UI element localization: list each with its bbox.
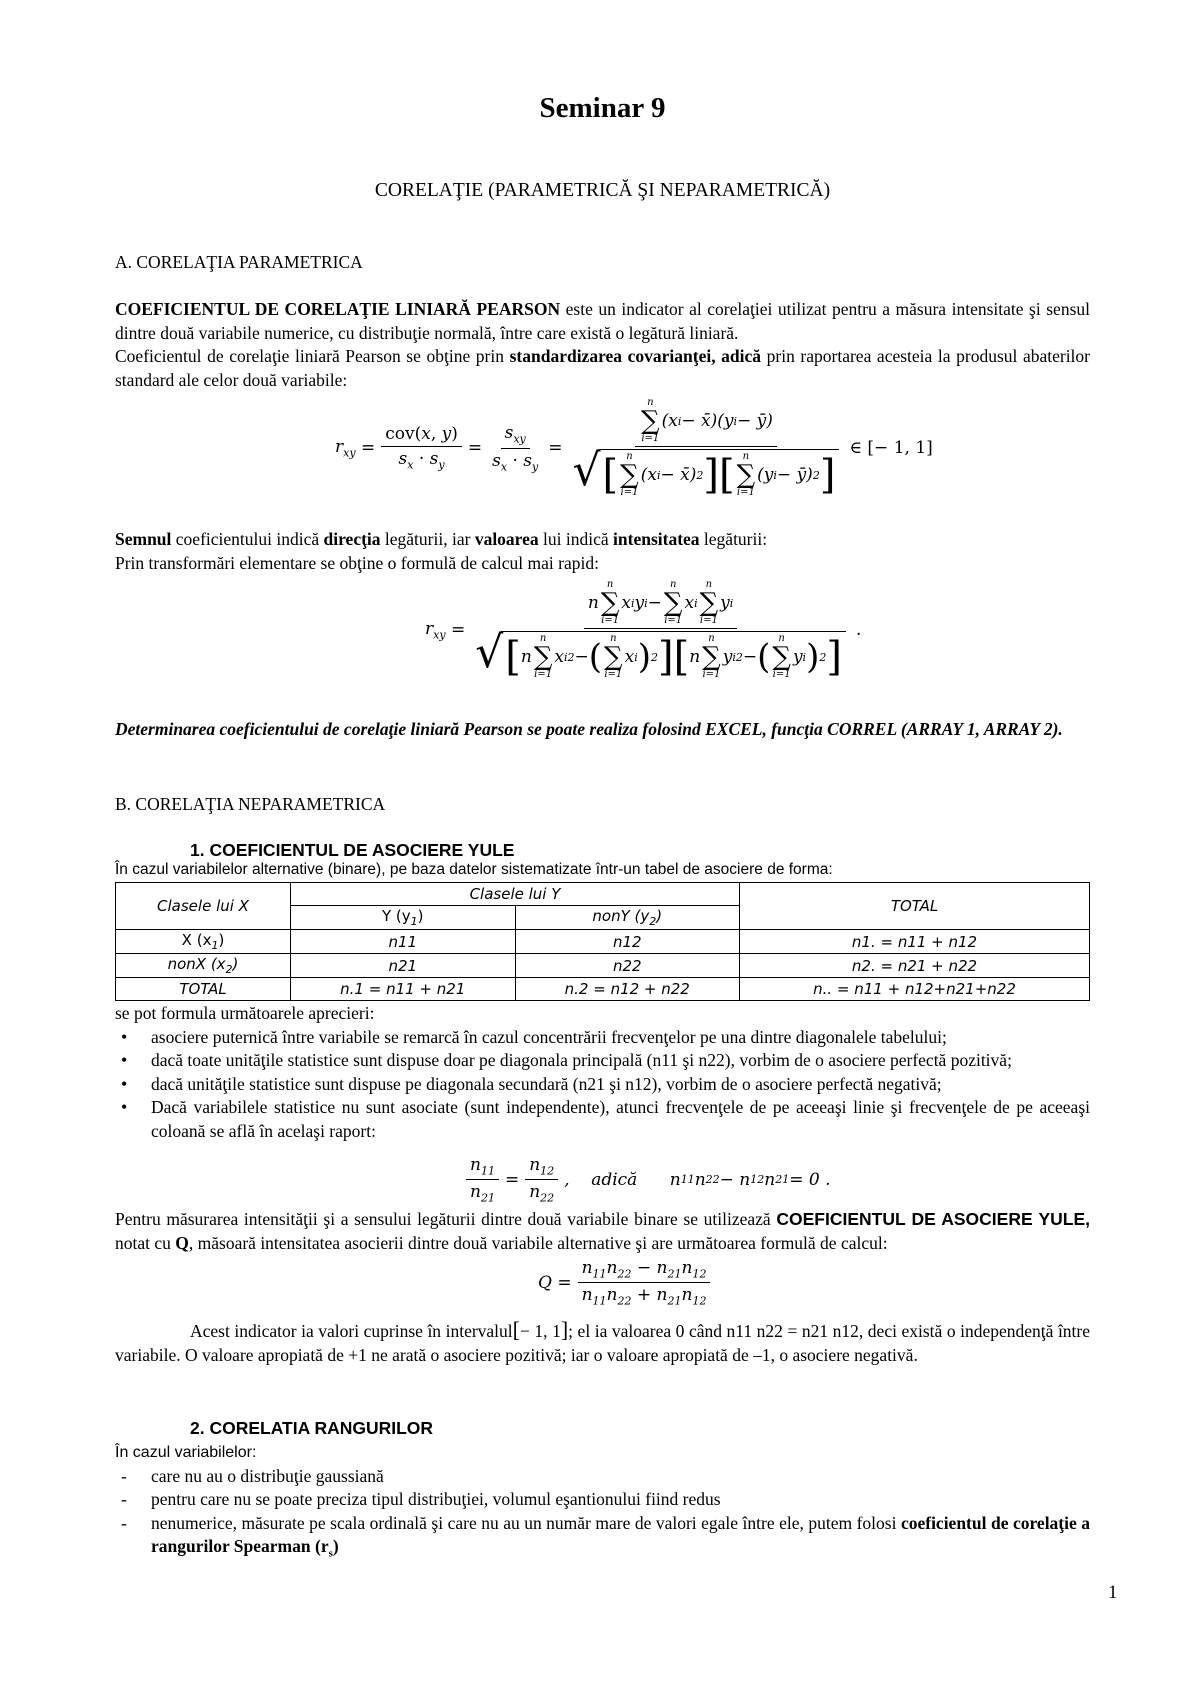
appreciation-list: [115, 1026, 1090, 1144]
page-number: 1: [1108, 1582, 1118, 1603]
yule-q-formula: Q = $\frac{n_{11}n_{22} - n_{21}n_{12}}{n_{11}n_{22} + n_{21}n_{12}}$: [538, 1258, 716, 1308]
transform-text: Prin transformări elementare se obţine o formulă de calcul mai rapid:: [115, 552, 599, 573]
rank-heading: 2. CORELATIA RANGURILOR: [190, 1418, 434, 1438]
cell-grand-total: n.. = n11 + n12+n21+n22: [740, 978, 1090, 1001]
sign-text-3: lui indică: [538, 529, 614, 549]
cov-fraction: $\frac{\text{cov(x, y)}}{s_x \cdot s_y}$: [381, 424, 462, 471]
list-item: - care nu au o distribuţie gaussiană: [151, 1465, 1090, 1489]
range-symbol: ∈ [− 1, 1]: [849, 438, 933, 458]
standardization-term: standardizarea covarianţei, adică: [509, 346, 762, 366]
yule-intro: În cazul variabilelor alternative (binare), pe baza datelor sistematizate într-un tabel de asociere de forma:: [115, 861, 833, 878]
header-y: Y $(y_1)$: [291, 906, 516, 930]
q-interval-text-1: Acest indicator ia valori cuprinse în intervalul: [190, 1321, 513, 1341]
cell-n21: n21: [291, 954, 516, 978]
rank-list: [115, 1465, 1090, 1567]
rank-section: [115, 1441, 1090, 1566]
section-b-heading: B. CORELAŢIA NEPARAMETRICA: [115, 794, 386, 814]
yule-heading: 1. COEFICIENTUL DE ASOCIERE YULE: [190, 840, 515, 860]
sign-text-2: legăturii, iar: [380, 529, 475, 549]
excel-note: Determinarea coeficientului de corelaţie liniară Pearson se poate realiza folosind EXCEL, funcţia CORREL (ARRAY 1, ARRAY 2).: [115, 719, 1063, 739]
header-total: TOTAL: [740, 883, 1090, 930]
header-class-x: Clasele lui X: [116, 883, 291, 930]
list-item: • dacă unităţile statistice sunt dispuse pe diagonala secundară (n21 şi n12), vorbim de o asociere perfectă negativă;: [151, 1073, 1090, 1097]
q-para-text-2: notat cu: [115, 1232, 176, 1253]
yule-q-paragraph: [115, 1208, 1090, 1255]
adica-word: adică: [591, 1169, 638, 1190]
sign-text-4: legăturii:: [699, 529, 768, 549]
ratio-formula: $\frac{n_{11}}{n_{21}}$ = $\frac{n_{12}}{n_{22}}$ , adică n 11 n 22 − n 12 n 21 = 0 .: [460, 1155, 830, 1205]
cell-col2-total: n.2 = n12 + n22: [515, 978, 740, 1001]
sign-value-paragraph: [115, 528, 1090, 575]
list-item: • Dacă variabilele statistice nu sunt asociate (sunt independente), atunci frecvenţele de pe aceeaşi linie şi frecvenţele de pe aceeaşi coloană se află în acelaşi raport:: [151, 1096, 1090, 1143]
direction-term: direcţia: [323, 529, 381, 549]
row-total-label: TOTAL: [116, 978, 291, 1001]
rank-intro: În cazul variabilelor:: [115, 1444, 257, 1461]
r-xy-symbol: $r_{xy}$: [335, 436, 356, 460]
q-para-text-3: , măsoară intensitatea asocierii dintre două variabile alternative şi are următoarea formulă de calcul:: [188, 1232, 888, 1253]
sign-text-1: coeficientului indică: [171, 529, 324, 549]
appreciations: [115, 1002, 1090, 1143]
section-a-heading: A. CORELAŢIA PARAMETRICA: [115, 252, 363, 272]
yule-term: COEFICIENTUL DE ASOCIERE YULE,: [776, 1209, 1091, 1229]
pearson-definition-text: este un indicator al corelaţiei utilizat pentru a măsura intensitate şi sensul dintre două variabile numerice, cu distribuţie normală, între care există o legătură liniară.: [115, 299, 1090, 343]
cell-n11: n11: [291, 930, 516, 954]
value-term: valoarea: [474, 529, 539, 549]
pearson-standardization-text: Coeficientul de corelaţie liniară Pearson se obţine prin: [115, 346, 510, 366]
q-para-text-1: Pentru măsurarea intensităţii şi a sensului legăturii dintre două variabile binare se utilizează: [115, 1209, 777, 1229]
pearson-standardization-text-end: prin raportarea acesteia la produsul abaterilor standard ale celor două variabile:: [115, 346, 1090, 390]
page-title: Seminar 9: [539, 92, 666, 124]
q-symbol: Q: [175, 1232, 189, 1253]
cell-n2-total: n2. = n21 + n22: [740, 954, 1090, 978]
row-non-x-label: nonX $(x_2)$: [116, 954, 291, 978]
after-table-text: se pot formula următoarele aprecieri:: [115, 1003, 375, 1023]
list-item: - nenumerice, măsurate pe scala ordinală şi care nu au un număr mare de valori egale între ele, putem folosi coeficientul de corelaţie a rangurilor Spearman $(r_s)$: [151, 1512, 1090, 1567]
q-interval-text-2: ; el ia valoarea 0 când n11 n22 = n21 n12, deci există o independenţă între variabile. O valoare apropiată de +1 ne arată o asociere pozitivă; iar o valoare apropiată de –1, o asociere negativă.: [115, 1321, 1091, 1365]
cell-n12: n12: [515, 930, 740, 954]
pearson-term: COEFICIENTUL DE CORELAŢIE LINIARĂ PEARSON: [115, 299, 561, 319]
sign-term: Semnul: [115, 529, 172, 549]
sum-fraction: n ∑ i=1 (x i − x̄)(y i − ȳ) √ [ n ∑ i=1 (x i − x̄) 2 ][ n ∑ i=1 (y i − ȳ) 2 ]: [569, 398, 844, 498]
pearson-formula: $r_{xy}$ = $\frac{\text{cov(x, y)}}{s_x \cdot s_y}$ = $\frac{s_{xy}}{s_x \cdot s_y}$ = n ∑ i=1 (x i − x̄)(y i − ȳ) √ [ n ∑ i=1 (x i − x̄) 2 ][ n ∑ i=1 (y i − ȳ) 2 ] ∈ [− 1, 1]: [335, 397, 933, 498]
q-interval-paragraph: Acest indicator ia valori cuprinse în intervalul[− 1, 1]; el ia valoarea 0 când n11 n22 = n21 n12, deci există o independenţă între variabile. O valoare apropiată de +1 ne arată o asociere pozitivă; iar o valoare apropiată de –1, o asociere negativă.: [115, 1317, 1091, 1365]
header-class-y: Clasele lui Y: [291, 883, 740, 906]
list-item: - pentru care nu se poate preciza tipul distribuţiei, volumul eşantionului fiind redus: [151, 1488, 1090, 1512]
pearson-definition: [115, 298, 1090, 392]
row-x-label: X $(x_1)$: [116, 930, 291, 954]
association-table: [115, 882, 1090, 1001]
pearson-fast-formula: $r_{xy}$ = n n ∑ i=1 x i y i − n ∑ i=1 x i n ∑ i=1 y i √ [ n n ∑ i=1 x i 2 − ( n ∑ i=1 x i ) 2 ][ n n ∑ i=1 y i 2 − ( n ∑ i=1 y i ) 2 ] .: [425, 579, 862, 680]
cell-n22: n22: [515, 954, 740, 978]
header-non-y: nonY $(y_2)$: [515, 906, 740, 930]
list-item: • dacă toate unităţile statistice sunt dispuse doar pe diagonala principală (n11 şi n22), vorbim de o asociere perfectă pozitivă;: [151, 1049, 1090, 1073]
sxy-fraction: $\frac{s_{xy}}{s_x \cdot s_y}$: [492, 423, 539, 473]
intensity-term: intensitatea: [613, 529, 700, 549]
cell-n1-total: n1. = n11 + n12: [740, 930, 1090, 954]
cell-col1-total: n.1 = n11 + n21: [291, 978, 516, 1001]
list-item: • asociere puternică între variabile se remarcă în cazul concentrării frecvenţelor pe una dintre diagonalele tabelului;: [151, 1026, 1090, 1050]
page-subtitle: CORELAŢIE (PARAMETRICĂ ŞI NEPARAMETRICĂ): [374, 180, 831, 201]
